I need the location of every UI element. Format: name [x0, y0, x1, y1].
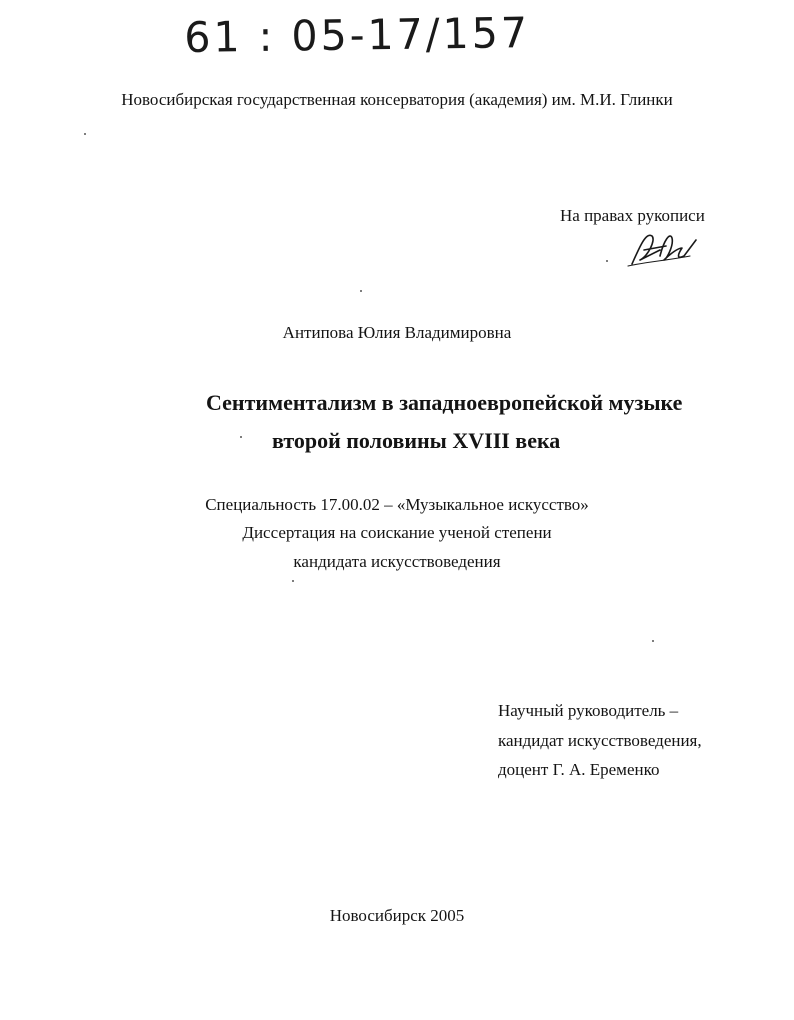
- institution-name: Новосибирская государственная консерватория (академия) им. М.И. Глинки: [121, 90, 673, 109]
- handwritten-shelfmark: 61 : 05-17/157: [183, 8, 531, 62]
- scan-speck: [292, 580, 294, 582]
- scan-speck: [240, 436, 242, 438]
- supervisor-degree: кандидат искусствоведения,: [498, 731, 702, 750]
- scan-speck: [606, 260, 608, 262]
- scan-speck: [652, 640, 654, 642]
- author-name: Антипова Юлия Владимировна: [282, 323, 512, 342]
- scan-speck: [84, 133, 86, 135]
- signature-icon: [626, 226, 698, 270]
- dissertation-line: Диссертация на соискание ученой степени: [242, 523, 552, 542]
- rights-note: На правах рукописи: [560, 206, 705, 225]
- degree-line: кандидата искусствоведения: [293, 552, 501, 571]
- place-and-year: Новосибирск 2005: [329, 906, 465, 925]
- supervisor-role: Научный руководитель –: [498, 701, 679, 720]
- supervisor-name: доцент Г. А. Еременко: [498, 760, 660, 779]
- thesis-title-line-2: второй половины XVIII века: [272, 428, 561, 453]
- scan-speck: [360, 290, 362, 292]
- thesis-title-line-1: Сентиментализм в западноевропейской музыке: [206, 390, 683, 415]
- specialty-line: Специальность 17.00.02 – «Музыкальное искусство»: [205, 495, 589, 514]
